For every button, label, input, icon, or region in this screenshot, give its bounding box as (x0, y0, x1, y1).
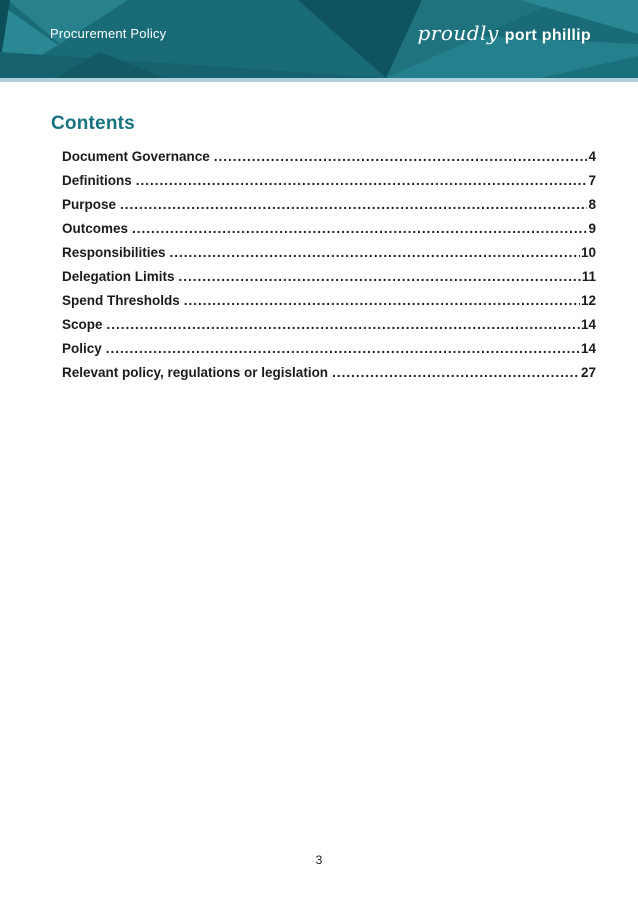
toc-leader-dots (106, 337, 580, 361)
toc-leader-dots (332, 361, 580, 385)
toc-entry-title: Definitions (62, 173, 132, 188)
toc-entry-title: Relevant policy, regulations or legislation (62, 365, 329, 380)
toc-leader-dots (107, 313, 580, 337)
toc-entry-title: Outcomes (62, 221, 129, 236)
contents-heading: Contents (51, 113, 135, 134)
logo-script-proudly: proudly (417, 21, 499, 45)
toc-entry-page-number: 8 (588, 197, 596, 212)
port-phillip-logo (417, 21, 591, 45)
header-accent-strip (0, 78, 638, 82)
toc-entry[interactable] (62, 217, 596, 241)
toc-entry-page-number: 14 (580, 317, 596, 332)
toc-entry-title: Policy (62, 341, 102, 356)
toc-entry[interactable] (62, 145, 596, 169)
toc-entry-title: Scope (62, 317, 103, 332)
document-header (0, 0, 638, 82)
toc-entry-page-number: 11 (581, 269, 596, 284)
toc-entry-title: Document Governance (62, 149, 210, 164)
toc-leader-dots (170, 241, 580, 265)
toc-entry-page-number: 10 (580, 245, 596, 260)
toc-entry-title: Spend Thresholds (62, 293, 180, 308)
toc-entry-page-number: 27 (580, 365, 596, 380)
toc-leader-dots (120, 193, 587, 217)
toc-entry[interactable] (62, 289, 596, 313)
toc-entry[interactable] (62, 361, 596, 385)
toc-entry-page-number: 14 (580, 341, 596, 356)
table-of-contents (62, 145, 596, 385)
logo-wordmark-port-phillip: port phillip (504, 27, 591, 44)
toc-entry[interactable] (62, 313, 596, 337)
toc-entry[interactable] (62, 169, 596, 193)
toc-leader-dots (136, 169, 588, 193)
page-number: 3 (315, 853, 323, 867)
toc-entry-page-number: 12 (580, 293, 596, 308)
toc-entry-title: Responsibilities (62, 245, 166, 260)
toc-leader-dots (132, 217, 587, 241)
toc-entry-title: Delegation Limits (62, 269, 175, 284)
toc-entry-page-number: 4 (588, 149, 596, 164)
toc-entry[interactable] (62, 337, 596, 361)
toc-entry[interactable] (62, 265, 596, 289)
document-title: Procurement Policy (50, 26, 167, 41)
toc-entry-page-number: 9 (588, 221, 596, 236)
toc-leader-dots (179, 265, 581, 289)
toc-leader-dots (184, 289, 580, 313)
toc-entry-page-number: 7 (588, 173, 596, 188)
toc-entry[interactable] (62, 241, 596, 265)
toc-entry-title: Purpose (62, 197, 117, 212)
toc-entry[interactable] (62, 193, 596, 217)
toc-leader-dots (214, 145, 588, 169)
